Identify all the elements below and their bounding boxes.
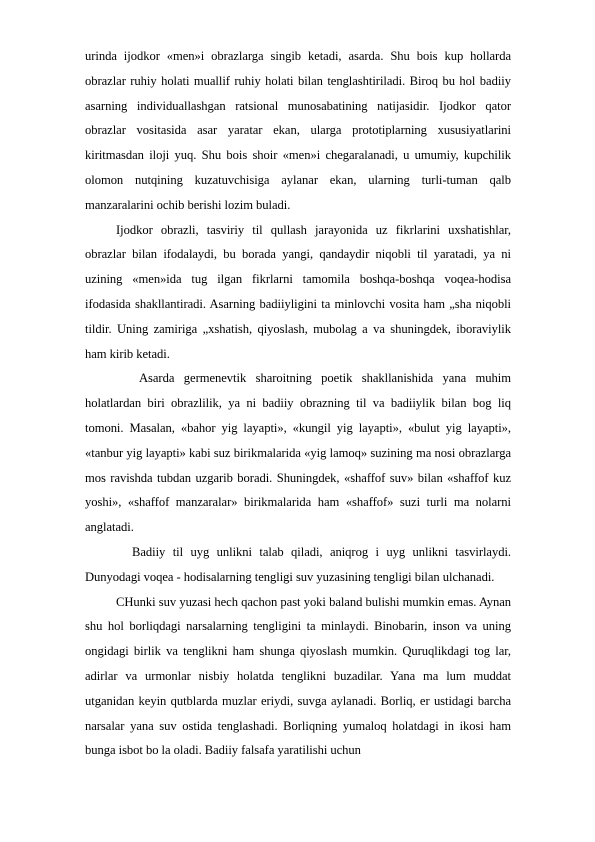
paragraph-1: urinda ijodkor «men»i obrazlarga singib ketadi, asarda. Shu bois kup hollarda obrazlar ruhiy holati muallif ruhiy holati bilan tenglashtiriladi. Biroq bu hol badiiy asarning individuallashgan ratsional munosabatining natijasidir. Ijodkor qator obrazlar vositasida asar yaratar ekan, ularga prototiplarning xususiyatlarini kiritmasdan iloji yuq. Shu bois shoir «men»i chegaralanadi, u umumiy, kupchilik olomon nutqining kuzatuvchisiga aylanar ekan, ularning turli-tuman qalb manzaralarini ochib berishi lozim buladi.	[85, 49, 511, 212]
paragraph-3: Asarda germenevtik sharoitning poetik shakllanishida yana muhim holatlardan biri obrazlilik, ya ni badiiy obrazning til va badiiylik bilan bog liq tomoni. Masalan, «bahor yig layapti», «kungil yig layapti», «bulut yig layapti», «tanbur yig layapti» kabi suz birikmalarida «yig lamoq» suzining ma nosi obrazlarga mos ravishda tubdan uzgarib boradi. Shuningdek, «shaffof suv» bilan «shaffof kuz yoshi», «shaffof manzaralar» birikmalarida ham «shaffof» suzi turli ma nolarni anglatadi.	[85, 371, 511, 535]
paragraph-2: Ijodkor obrazli, tasviriy til qullash jarayonida uz fikrlarini uxshatishlar, obrazlar bilan ifodalaydi, bu borada yangi, qandaydir niqobli til yaratadi, ya ni uzining «men»ida tug ilgan fikrlarni tamomila boshqa-boshqa voqea-hodisa ifodasida shakllantiradi. Asarning badiiyligini ta minlovchi vosita ham „sha niqobli tildir. Uning zamiriga „xshatish, qiyoslash, mubolag a va shuningdek, iboraviylik ham kirib ketadi.	[85, 222, 511, 361]
paragraph-5: CHunki suv yuzasi hech qachon past yoki baland bulishi mumkin emas. Aynan shu hol borliqdagi narsalarning tengligini ta minlaydi. Binobarin, inson va uning ongidagi birlik va tenglikni ham shunga qiyoslash mumkin. Quruqlikdagi tog lar, adirlar va urmonlar nisbiy holatda tenglikni buzadilar. Yana ma lum muddat utganidan keyin qutblarda muzlar eriydi, suvga aylanadi. Borliq, er ustidagi barcha narsalar yana suv ostida tenglashadi. Borliqning yumaloq holatdagi in ikosi ham bunga isbot bo la oladi. Badiiy falsafa yaratilishi uchun	[85, 594, 511, 758]
paragraph-4: Badiiy til uyg unlikni talab qiladi, aniqrog i uyg unlikni tasvirlaydi. Dunyodagi voqea - hodisalarning tengligi suv yuzasining tengligi bilan ulchanadi.	[85, 544, 511, 584]
document-page	[85, 44, 511, 763]
